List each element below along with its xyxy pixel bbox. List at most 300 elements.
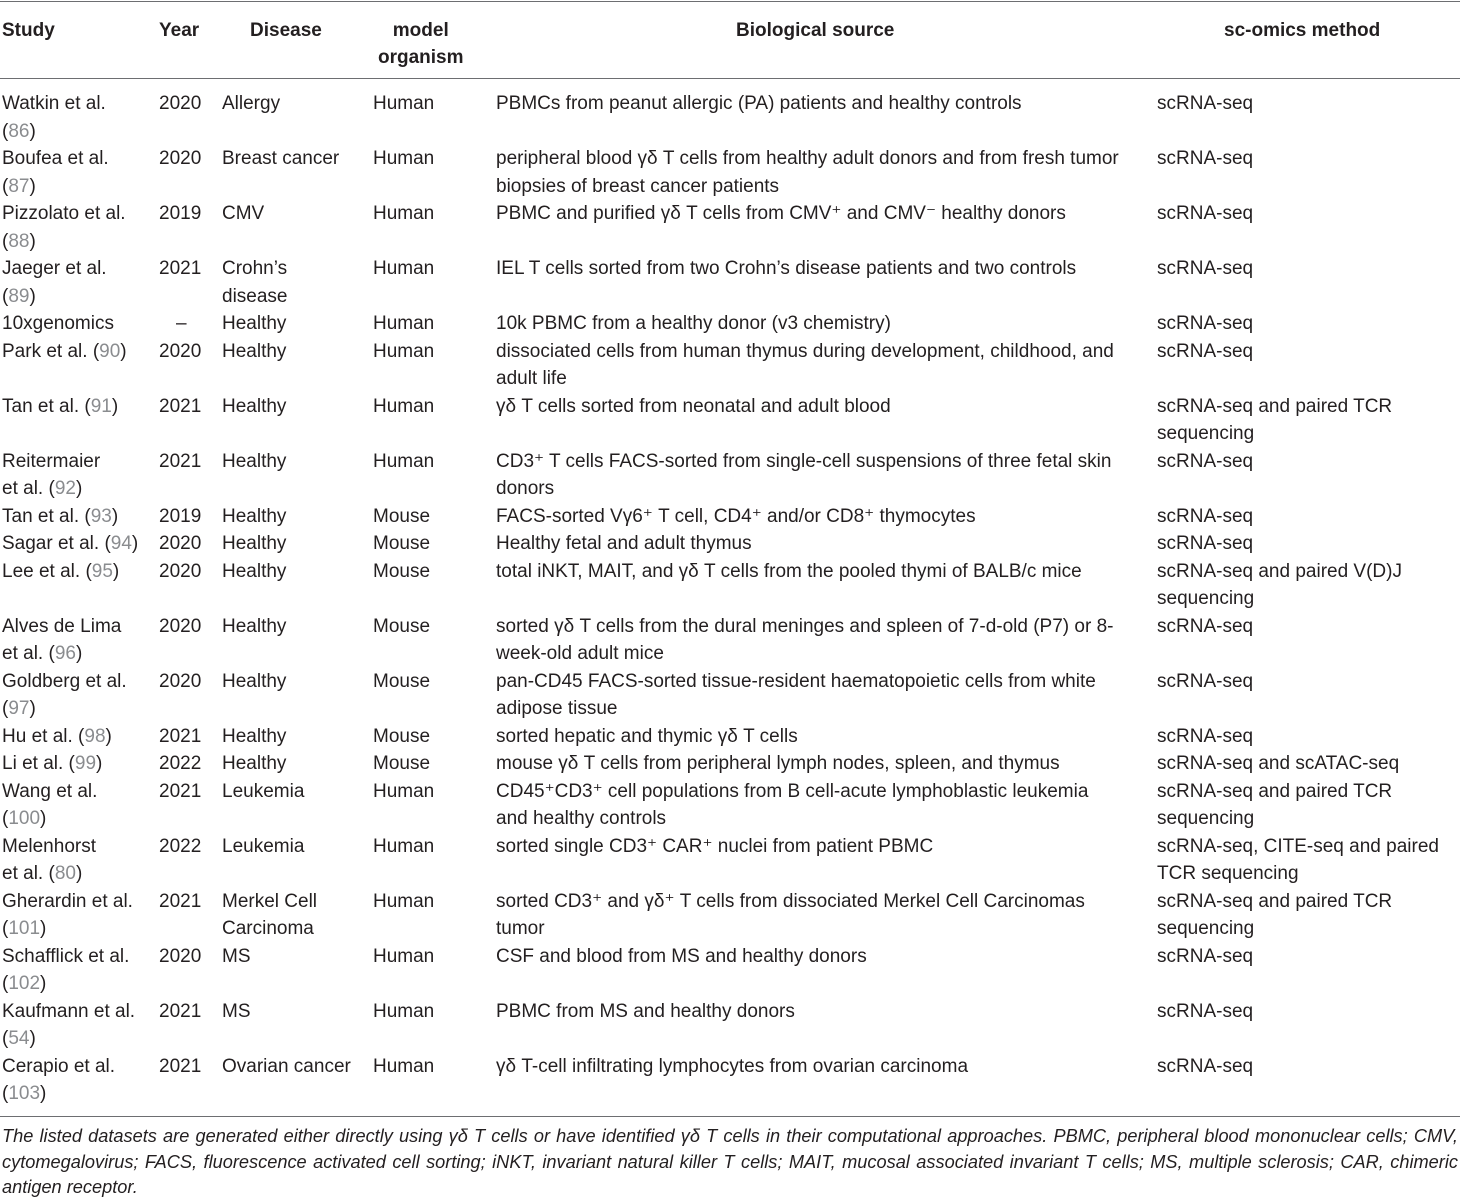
table-row bbox=[0, 90, 1460, 145]
cell-biological-source bbox=[496, 338, 1146, 393]
year-value: – bbox=[176, 313, 187, 334]
study-reference: (100) bbox=[2, 808, 47, 829]
cell-study bbox=[2, 558, 152, 586]
cell-study bbox=[2, 255, 152, 310]
reference-number-link[interactable]: 97 bbox=[8, 698, 30, 719]
reference-number-link[interactable]: 91 bbox=[90, 395, 112, 417]
year-value: 2021 bbox=[159, 890, 202, 912]
table-row bbox=[0, 943, 1460, 998]
study-line bbox=[2, 833, 152, 861]
study-reference-line bbox=[2, 805, 152, 833]
table-row bbox=[0, 503, 1460, 531]
cell-biological-source bbox=[496, 200, 1146, 228]
cell-model-organism bbox=[373, 503, 483, 531]
source-line: sorted single CD3⁺ CAR⁺ nuclei from patient PBMC bbox=[496, 835, 934, 857]
source-line: biopsies of breast cancer patients bbox=[496, 175, 780, 197]
cell-disease bbox=[222, 998, 367, 1026]
header-model-line1: model bbox=[392, 20, 449, 41]
source-line: pan-CD45 FACS-sorted tissue-resident haematopoietic cells from white bbox=[496, 670, 1096, 692]
disease-line: Carcinoma bbox=[222, 918, 314, 939]
method-line: scRNA-seq bbox=[1157, 533, 1254, 554]
cell-study bbox=[2, 943, 152, 998]
cell-model-organism bbox=[373, 613, 483, 641]
cell-study bbox=[2, 448, 152, 503]
table-row bbox=[0, 613, 1460, 668]
header-sc-omics-method: sc-omics method bbox=[1224, 20, 1381, 41]
organism-value: Mouse bbox=[373, 533, 431, 554]
method-line: scRNA-seq bbox=[1157, 1000, 1254, 1022]
study-reference: (90) bbox=[92, 340, 127, 362]
disease-line: Healthy bbox=[222, 395, 287, 417]
study-line bbox=[2, 860, 152, 888]
source-line: sorted hepatic and thymic γδ T cells bbox=[496, 725, 798, 747]
source-line: PBMC from MS and healthy donors bbox=[496, 1000, 795, 1022]
cell-study bbox=[2, 503, 152, 531]
cell-sc-omics-method bbox=[1157, 888, 1457, 943]
year-value: 2019 bbox=[159, 505, 202, 527]
cell-sc-omics-method bbox=[1157, 200, 1457, 228]
study-name: Goldberg et al. bbox=[2, 670, 127, 692]
cell-year bbox=[159, 255, 214, 283]
method-line: scRNA-seq bbox=[1157, 450, 1254, 472]
reference-number-link[interactable]: 96 bbox=[54, 643, 76, 664]
study-reference-line bbox=[2, 915, 152, 943]
cell-model-organism bbox=[373, 750, 483, 778]
study-name: Li et al. bbox=[2, 753, 64, 774]
cell-study bbox=[2, 90, 152, 145]
disease-line: Leukemia bbox=[222, 835, 305, 857]
cell-year bbox=[159, 750, 214, 778]
reference-number-link[interactable]: 86 bbox=[8, 120, 30, 142]
cell-disease bbox=[222, 200, 367, 228]
study-name: Melenhorst bbox=[2, 835, 96, 857]
table-row bbox=[0, 310, 1460, 338]
cell-disease bbox=[222, 833, 367, 861]
cell-model-organism bbox=[373, 145, 483, 173]
source-line: PBMCs from peanut allergic (PA) patients and healthy controls bbox=[496, 93, 1022, 114]
cell-disease bbox=[222, 778, 367, 806]
disease-line: Healthy bbox=[222, 533, 287, 554]
cell-year bbox=[159, 530, 214, 558]
year-value: 2021 bbox=[159, 725, 202, 747]
cell-sc-omics-method bbox=[1157, 90, 1457, 118]
study-line bbox=[2, 90, 152, 118]
cell-year bbox=[159, 145, 214, 173]
year-value: 2021 bbox=[159, 780, 202, 802]
study-name: Lee et al. bbox=[2, 560, 81, 582]
year-value: 2021 bbox=[159, 258, 202, 279]
year-value: 2021 bbox=[159, 450, 202, 472]
cell-sc-omics-method bbox=[1157, 558, 1457, 613]
year-value: 2022 bbox=[159, 835, 202, 857]
source-line: tumor bbox=[496, 918, 545, 939]
cell-model-organism bbox=[373, 943, 483, 971]
study-line bbox=[2, 750, 152, 778]
organism-value: Mouse bbox=[373, 725, 431, 747]
source-line: Healthy fetal and adult thymus bbox=[496, 533, 752, 554]
cell-study bbox=[2, 310, 152, 338]
cell-disease bbox=[222, 448, 367, 476]
method-line: scRNA-seq bbox=[1157, 93, 1254, 114]
cell-sc-omics-method bbox=[1157, 530, 1457, 558]
organism-value: Human bbox=[373, 835, 435, 857]
table-row bbox=[0, 448, 1460, 503]
table-row bbox=[0, 255, 1460, 310]
cell-disease bbox=[222, 393, 367, 421]
source-line: 10k PBMC from a healthy donor (v3 chemistry) bbox=[496, 313, 891, 334]
study-line bbox=[2, 888, 152, 916]
study-reference: (86) bbox=[2, 120, 36, 142]
cell-model-organism bbox=[373, 448, 483, 476]
reference-number-link[interactable]: 103 bbox=[8, 1083, 41, 1104]
reference-number-link[interactable]: 87 bbox=[8, 175, 30, 197]
study-name: 10xgenomics bbox=[2, 313, 114, 334]
organism-value: Human bbox=[373, 780, 435, 802]
method-line: scRNA-seq bbox=[1157, 615, 1254, 637]
organism-value: Human bbox=[373, 340, 435, 362]
cell-year bbox=[159, 448, 214, 476]
method-line: scRNA-seq bbox=[1157, 1055, 1254, 1077]
method-line: scRNA-seq, CITE-seq and paired bbox=[1157, 835, 1439, 857]
study-reference: (80) bbox=[48, 863, 83, 884]
source-line: total iNKT, MAIT, and γδ T cells from the pooled thymi of BALB/c mice bbox=[496, 560, 1082, 582]
table-row bbox=[0, 200, 1460, 255]
cell-biological-source bbox=[496, 558, 1146, 586]
study-line bbox=[2, 448, 152, 476]
cell-sc-omics-method bbox=[1157, 503, 1457, 531]
cell-study bbox=[2, 338, 152, 366]
study-reference-line bbox=[2, 970, 152, 998]
organism-value: Human bbox=[373, 313, 435, 334]
cell-study bbox=[2, 530, 152, 558]
table-row bbox=[0, 530, 1460, 558]
cell-biological-source bbox=[496, 668, 1146, 723]
cell-year bbox=[159, 833, 214, 861]
cell-model-organism bbox=[373, 530, 483, 558]
study-line bbox=[2, 530, 152, 558]
method-line: scRNA-seq bbox=[1157, 203, 1254, 224]
study-reference: (91) bbox=[84, 395, 119, 417]
method-line: sequencing bbox=[1157, 588, 1255, 609]
study-line bbox=[2, 943, 152, 971]
cell-sc-omics-method bbox=[1157, 998, 1457, 1026]
year-value: 2019 bbox=[159, 203, 202, 224]
cell-model-organism bbox=[373, 90, 483, 118]
cell-study bbox=[2, 668, 152, 723]
cell-disease bbox=[222, 943, 367, 971]
year-value: 2022 bbox=[159, 753, 202, 774]
disease-line: Merkel Cell bbox=[222, 890, 318, 912]
table-bottom-rule bbox=[0, 1116, 1460, 1117]
cell-year bbox=[159, 668, 214, 696]
table-row bbox=[0, 888, 1460, 943]
header-model-organism bbox=[378, 17, 464, 71]
cell-study bbox=[2, 613, 152, 668]
cell-model-organism bbox=[373, 888, 483, 916]
cell-year bbox=[159, 888, 214, 916]
study-reference: (102) bbox=[2, 973, 47, 994]
study-reference-line bbox=[2, 695, 152, 723]
organism-value: Mouse bbox=[373, 560, 431, 582]
source-line: PBMC and purified γδ T cells from CMV⁺ and CMV⁻ healthy donors bbox=[496, 203, 1066, 224]
study-reference-line bbox=[2, 1025, 152, 1053]
organism-value: Human bbox=[373, 203, 435, 224]
cell-disease bbox=[222, 668, 367, 696]
disease-line: Leukemia bbox=[222, 780, 305, 802]
method-line: scRNA-seq bbox=[1157, 313, 1254, 334]
cell-year bbox=[159, 723, 214, 751]
cell-study bbox=[2, 145, 152, 200]
cell-biological-source bbox=[496, 833, 1146, 861]
organism-value: Mouse bbox=[373, 615, 431, 637]
method-line: scRNA-seq and paired TCR bbox=[1157, 395, 1393, 417]
study-name: Wang et al. bbox=[2, 780, 98, 802]
disease-line: Healthy bbox=[222, 753, 287, 774]
cell-year bbox=[159, 338, 214, 366]
method-line: scRNA-seq bbox=[1157, 148, 1254, 169]
study-reference: (95) bbox=[85, 560, 120, 582]
cell-disease bbox=[222, 310, 367, 338]
method-line: scRNA-seq and paired V(D)J bbox=[1157, 560, 1402, 582]
source-line: FACS-sorted Vγ6⁺ T cell, CD4⁺ and/or CD8⁺ thymocytes bbox=[496, 505, 976, 527]
study-name: Schafflick et al. bbox=[2, 945, 130, 967]
cell-biological-source bbox=[496, 393, 1146, 421]
reference-number-link[interactable]: 80 bbox=[54, 863, 76, 884]
cell-biological-source bbox=[496, 750, 1146, 778]
cell-sc-omics-method bbox=[1157, 393, 1457, 448]
cell-model-organism bbox=[373, 310, 483, 338]
method-line: scRNA-seq bbox=[1157, 258, 1254, 279]
cell-study bbox=[2, 888, 152, 943]
table-row bbox=[0, 750, 1460, 778]
method-line: scRNA-seq bbox=[1157, 340, 1254, 362]
cell-disease bbox=[222, 338, 367, 366]
reference-number-link[interactable]: 102 bbox=[8, 973, 41, 994]
disease-line: Ovarian cancer bbox=[222, 1055, 351, 1077]
organism-value: Human bbox=[373, 1000, 435, 1022]
source-line: sorted CD3⁺ and γδ⁺ T cells from dissociated Merkel Cell Carcinomas bbox=[496, 890, 1085, 912]
reference-number-link[interactable]: 88 bbox=[8, 230, 30, 252]
study-reference-line bbox=[2, 173, 152, 201]
study-name: et al. bbox=[2, 863, 44, 884]
reference-number-link[interactable]: 54 bbox=[8, 1028, 30, 1049]
cell-disease bbox=[222, 888, 367, 943]
cell-disease bbox=[222, 90, 367, 118]
study-reference: (54) bbox=[2, 1028, 36, 1049]
reference-number-link[interactable]: 92 bbox=[54, 478, 76, 499]
source-line: sorted γδ T cells from the dural meninges and spleen of 7-d-old (P7) or 8- bbox=[496, 615, 1114, 637]
source-line: mouse γδ T cells from peripheral lymph nodes, spleen, and thymus bbox=[496, 753, 1060, 774]
study-name: Reitermaier bbox=[2, 450, 101, 472]
disease-line: MS bbox=[222, 945, 251, 967]
header-model-line2: organism bbox=[378, 47, 464, 68]
reference-number-link[interactable]: 99 bbox=[74, 753, 97, 774]
cell-disease bbox=[222, 1053, 367, 1081]
table-row bbox=[0, 338, 1460, 393]
cell-year bbox=[159, 393, 214, 421]
cell-sc-omics-method bbox=[1157, 255, 1457, 283]
reference-number-link[interactable]: 93 bbox=[90, 505, 112, 527]
method-line: scRNA-seq bbox=[1157, 670, 1254, 692]
year-value: 2020 bbox=[159, 533, 202, 554]
disease-line: disease bbox=[222, 285, 288, 307]
study-name: Jaeger et al. bbox=[2, 258, 107, 279]
cell-sc-omics-method bbox=[1157, 723, 1457, 751]
source-line: IEL T cells sorted from two Crohn’s disease patients and two controls bbox=[496, 258, 1077, 279]
year-value: 2021 bbox=[159, 1055, 202, 1077]
cell-year bbox=[159, 943, 214, 971]
year-value: 2020 bbox=[159, 615, 202, 637]
cell-disease bbox=[222, 255, 367, 310]
cell-disease bbox=[222, 530, 367, 558]
organism-value: Human bbox=[373, 395, 435, 417]
cell-sc-omics-method bbox=[1157, 613, 1457, 641]
study-name: Sagar et al. bbox=[2, 533, 100, 554]
cell-year bbox=[159, 613, 214, 641]
study-reference-line bbox=[2, 228, 152, 256]
source-line: CD3⁺ T cells FACS-sorted from single-cell suspensions of three fetal skin bbox=[496, 450, 1112, 472]
cell-disease bbox=[222, 145, 367, 173]
reference-number-link[interactable]: 95 bbox=[91, 560, 113, 582]
cell-biological-source bbox=[496, 613, 1146, 668]
table-row bbox=[0, 668, 1460, 723]
cell-biological-source bbox=[496, 723, 1146, 751]
study-line bbox=[2, 145, 152, 173]
cell-sc-omics-method bbox=[1157, 750, 1457, 778]
study-reference: (103) bbox=[2, 1083, 47, 1104]
study-reference-line bbox=[2, 1080, 152, 1108]
cell-biological-source bbox=[496, 778, 1146, 833]
disease-line: Healthy bbox=[222, 505, 287, 527]
cell-biological-source bbox=[496, 888, 1146, 943]
cell-biological-source bbox=[496, 90, 1146, 118]
study-name: Park et al. bbox=[2, 340, 88, 362]
cell-disease bbox=[222, 750, 367, 778]
cell-model-organism bbox=[373, 998, 483, 1026]
study-name: Tan et al. bbox=[2, 505, 80, 527]
study-reference: (97) bbox=[2, 698, 36, 719]
cell-study bbox=[2, 998, 152, 1053]
cell-model-organism bbox=[373, 1053, 483, 1081]
table-row bbox=[0, 998, 1460, 1053]
study-line bbox=[2, 640, 152, 668]
study-reference: (89) bbox=[2, 285, 36, 307]
study-line bbox=[2, 778, 152, 806]
cell-disease bbox=[222, 723, 367, 751]
reference-number-link[interactable]: 94 bbox=[110, 533, 132, 554]
cell-sc-omics-method bbox=[1157, 943, 1457, 971]
cell-year bbox=[159, 503, 214, 531]
cell-disease bbox=[222, 503, 367, 531]
reference-number-link[interactable]: 101 bbox=[8, 918, 41, 939]
reference-number-link[interactable]: 90 bbox=[99, 340, 121, 362]
study-reference: (93) bbox=[84, 505, 119, 527]
year-value: 2021 bbox=[159, 1000, 202, 1022]
cell-sc-omics-method bbox=[1157, 778, 1457, 833]
disease-line: Healthy bbox=[222, 313, 287, 334]
year-value: 2020 bbox=[159, 93, 202, 114]
organism-value: Mouse bbox=[373, 753, 431, 774]
reference-number-link[interactable]: 89 bbox=[8, 285, 30, 307]
header-study: Study bbox=[2, 20, 55, 41]
cell-model-organism bbox=[373, 200, 483, 228]
organism-value: Mouse bbox=[373, 505, 431, 527]
study-name: Gherardin et al. bbox=[2, 890, 133, 912]
organism-value: Human bbox=[373, 450, 435, 472]
source-line: adult life bbox=[496, 368, 567, 389]
cell-model-organism bbox=[373, 668, 483, 696]
disease-line: Crohn’s bbox=[222, 258, 288, 279]
header-disease: Disease bbox=[250, 20, 322, 41]
cell-biological-source bbox=[496, 530, 1146, 558]
disease-line: Healthy bbox=[222, 560, 287, 582]
cell-biological-source bbox=[496, 943, 1146, 971]
year-value: 2020 bbox=[159, 560, 202, 582]
cell-sc-omics-method bbox=[1157, 448, 1457, 476]
method-line: scRNA-seq bbox=[1157, 725, 1254, 747]
study-line bbox=[2, 558, 152, 586]
cell-model-organism bbox=[373, 723, 483, 751]
cell-sc-omics-method bbox=[1157, 833, 1457, 888]
cell-disease bbox=[222, 613, 367, 641]
cell-biological-source bbox=[496, 503, 1146, 531]
method-line: scRNA-seq bbox=[1157, 505, 1254, 527]
study-reference: (99) bbox=[68, 753, 103, 774]
reference-number-link[interactable]: 100 bbox=[8, 808, 41, 829]
organism-value: Human bbox=[373, 148, 435, 169]
organism-value: Human bbox=[373, 258, 435, 279]
year-value: 2020 bbox=[159, 340, 202, 362]
cell-study bbox=[2, 778, 152, 833]
cell-model-organism bbox=[373, 778, 483, 806]
study-reference: (88) bbox=[2, 230, 36, 252]
study-reference: (94) bbox=[104, 533, 139, 554]
reference-number-link[interactable]: 98 bbox=[84, 725, 106, 747]
cell-study bbox=[2, 750, 152, 778]
source-line: CD45⁺CD3⁺ cell populations from B cell-acute lymphoblastic leukemia bbox=[496, 780, 1089, 802]
study-line bbox=[2, 668, 152, 696]
source-line: γδ T cells sorted from neonatal and adult blood bbox=[496, 395, 891, 417]
cell-study bbox=[2, 723, 152, 751]
method-line: scRNA-seq bbox=[1157, 945, 1254, 967]
cell-year bbox=[159, 200, 214, 228]
cell-study bbox=[2, 833, 152, 888]
study-name: et al. bbox=[2, 478, 44, 499]
table-top-rule bbox=[0, 1, 1460, 2]
cell-disease bbox=[222, 558, 367, 586]
study-line bbox=[2, 998, 152, 1026]
cell-sc-omics-method bbox=[1157, 338, 1457, 366]
study-line bbox=[2, 475, 152, 503]
method-line: scRNA-seq and paired TCR bbox=[1157, 780, 1393, 802]
study-line bbox=[2, 503, 152, 531]
study-reference: (98) bbox=[78, 725, 112, 747]
table-row bbox=[0, 778, 1460, 833]
source-line: CSF and blood from MS and healthy donors bbox=[496, 945, 867, 967]
cell-year bbox=[159, 778, 214, 806]
cell-year bbox=[159, 1053, 214, 1081]
header-biological-source: Biological source bbox=[736, 20, 895, 41]
study-name: Kaufmann et al. bbox=[2, 1000, 136, 1022]
table-row bbox=[0, 833, 1460, 888]
source-line: week-old adult mice bbox=[496, 643, 664, 664]
method-line: TCR sequencing bbox=[1157, 863, 1299, 884]
disease-line: Healthy bbox=[222, 450, 287, 472]
cell-model-organism bbox=[373, 558, 483, 586]
table-row bbox=[0, 1053, 1460, 1108]
disease-line: Breast cancer bbox=[222, 148, 340, 169]
disease-line: Healthy bbox=[222, 670, 287, 692]
